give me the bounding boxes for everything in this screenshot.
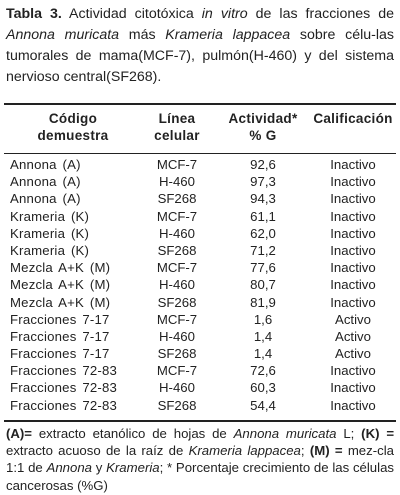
cell-cell-line: MCF-7 [156,260,198,276]
cell-sample-code: Fracciones 7-17 [10,311,110,327]
cell-qualification: Inactivo [330,277,376,293]
cell-cell-line: H-460 [159,277,195,293]
footnote-species: Annona [46,460,92,476]
table-top-rule [4,103,396,105]
footnote-k-label: (K) = [361,426,395,441]
table-row [0,362,400,379]
cell-qualification: Inactivo [330,191,376,207]
caption-text: Actividad citotóxica [61,6,202,22]
cell-cell-line: H-460 [159,174,195,190]
footnote-a-label: (A)= [6,426,33,441]
footnote-text: extracto acuoso de la raíz de [6,443,189,459]
header-qualification [308,110,398,127]
table-body [0,156,400,414]
table-row [0,276,400,293]
table-row [0,379,400,396]
cell-activity: 97,3 [250,174,276,190]
table-row [0,208,400,225]
cell-activity: 60,3 [250,380,276,396]
cell-sample-code: Krameria (K) [10,225,90,241]
footnote-text: ; [300,443,310,459]
cell-cell-line: SF268 [157,397,197,413]
cell-qualification: Inactivo [330,174,376,190]
table-row [0,397,400,414]
caption-label: Tabla 3. [6,6,62,22]
cell-activity: 1,6 [253,311,273,327]
cell-sample-code: Krameria (K) [10,208,90,224]
cell-cell-line: H-460 [159,380,195,396]
cell-activity: 54,4 [250,397,276,413]
table-row [0,225,400,242]
footnote-species: Krameria lappacea [188,443,301,459]
cell-cell-line: H-460 [159,328,195,344]
cell-qualification: Inactivo [330,225,376,241]
table-row [0,259,400,276]
cell-sample-code: Mezcla A+K (M) [10,294,111,310]
cell-sample-code: Annona (A) [10,157,81,172]
table-header-rule [4,153,396,154]
cell-activity: 80,7 [250,277,276,293]
table-row [0,156,400,173]
table-row [0,311,400,328]
cell-sample-code: Mezcla A+K (M) [10,277,111,293]
cell-activity: 71,2 [250,242,276,258]
cell-sample-code: Mezcla A+K (M) [10,260,111,276]
table-row [0,173,400,190]
table-row [0,345,400,362]
cell-qualification: Inactivo [330,208,376,224]
footnote-text: ; * Porcentaje crecimiento de las células cancerosas (%G) [6,460,394,493]
cell-activity: 77,6 [250,260,276,276]
cell-qualification: Inactivo [330,363,376,379]
table-caption [6,4,394,88]
header-activity-line1: Actividad* [228,111,298,126]
footnote-text: L; [336,426,362,441]
cell-sample-code: Annona (A) [10,191,81,207]
cell-sample-code: Fracciones 72-83 [10,380,118,396]
header-line-line1: Línea [158,111,196,126]
table-footnote [6,425,394,494]
cell-sample-code: Annona (A) [10,174,81,190]
cell-cell-line: MCF-7 [156,208,198,224]
table-row [0,190,400,207]
header-activity-line2: % G [249,128,277,143]
cell-activity: 1,4 [253,346,273,362]
cell-sample-code: Fracciones 72-83 [10,397,118,413]
cell-cell-line: MCF-7 [156,157,198,172]
header-code-line2: demuestra [37,128,109,143]
caption-text: más [119,27,166,43]
cell-qualification: Inactivo [330,294,376,310]
footnote-species: Annona muricata [233,426,337,441]
caption-text: sobre célu-las tumorales de mama(MCF-7), pulmón(H-460) y del sistema nervioso central(SF268). [6,27,394,85]
cell-cell-line: SF268 [157,346,197,362]
cell-sample-code: Krameria (K) [10,242,90,258]
cell-cell-line: MCF-7 [156,363,198,379]
cell-qualification: Activo [335,346,371,362]
cell-cell-line: SF268 [157,191,197,207]
header-line-line2: celular [154,128,200,143]
caption-species: Krameria lappacea [165,27,291,43]
header-code [10,110,136,144]
caption-species: Annona muricata [6,27,120,43]
cell-sample-code: Fracciones 72-83 [10,363,118,379]
caption-text: de las fracciones de [247,6,395,22]
cell-activity: 1,4 [253,328,273,344]
cell-qualification: Activo [335,328,371,344]
cell-activity: 81,9 [250,294,276,310]
footnote-text: mez-cla 1:1 de [6,443,394,476]
cell-cell-line: MCF-7 [156,311,198,327]
cell-qualification: Inactivo [330,242,376,258]
cell-qualification: Activo [335,311,371,327]
cell-cell-line: SF268 [157,294,197,310]
table-bottom-rule [4,420,396,422]
cell-qualification: Inactivo [330,380,376,396]
cell-activity: 61,1 [250,208,276,224]
cell-cell-line: H-460 [159,225,195,241]
table-row [0,294,400,311]
cell-qualification: Inactivo [330,157,376,172]
header-cell-line [137,110,217,144]
cell-activity: 72,6 [250,363,276,379]
cell-activity: 62,0 [250,225,276,241]
caption-italic: in vitro [201,6,248,22]
header-activity [218,110,308,144]
cell-sample-code: Fracciones 7-17 [10,328,110,344]
table-row [0,242,400,259]
cell-cell-line: SF268 [157,242,197,258]
cell-qualification: Inactivo [330,260,376,276]
cell-sample-code: Fracciones 7-17 [10,346,110,362]
cell-activity: 94,3 [250,191,276,207]
cell-activity: 92,6 [250,157,276,172]
footnote-m-label: (M) = [309,443,343,459]
cell-qualification: Inactivo [330,397,376,413]
header-qualification-text: Calificación [313,111,393,126]
header-code-line1: Código [48,111,98,126]
footnote-text: extracto etanólico de hojas de [32,426,234,441]
footnote-text: y [92,460,107,476]
footnote-species: Krameria [106,460,160,476]
table-row [0,328,400,345]
